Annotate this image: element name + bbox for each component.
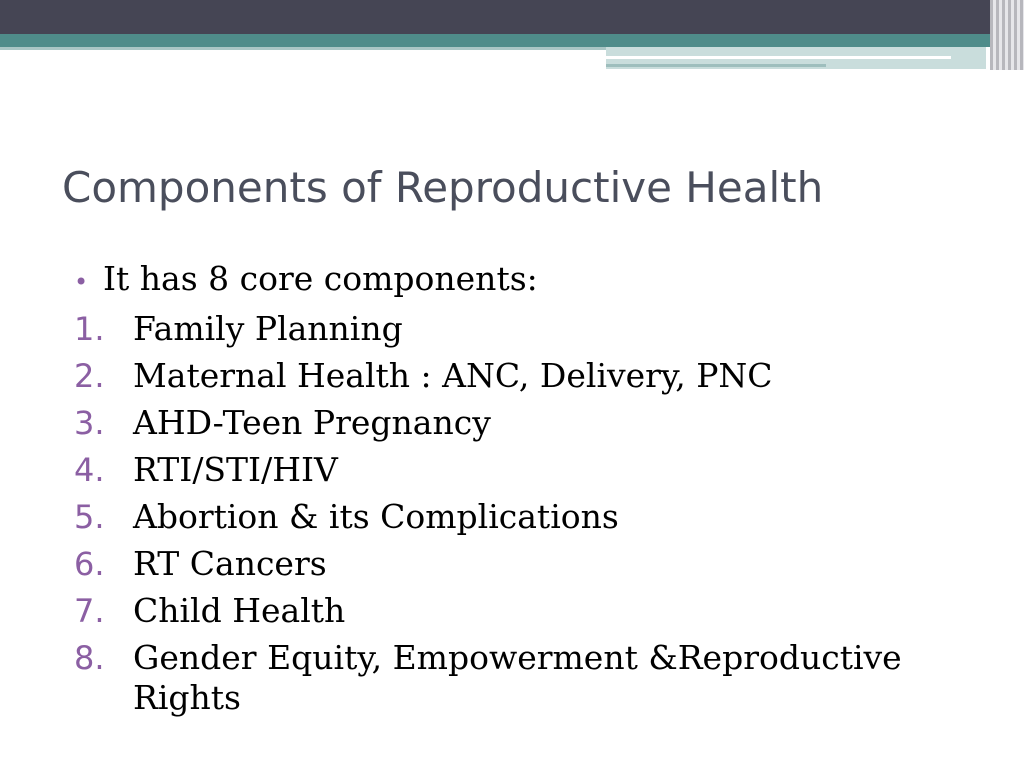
list-item [74, 306, 974, 353]
item-text: RT Cancers [133, 544, 327, 583]
item-number: 5. [74, 498, 105, 536]
bullet-icon: • [74, 268, 89, 296]
header-band-right-line [606, 56, 951, 59]
item-text: Gender Equity, Empowerment &Reproductive Rights [133, 638, 902, 717]
item-text: AHD-Teen Pregnancy [133, 403, 491, 442]
item-number: 2. [74, 357, 105, 395]
intro-text: It has 8 core components: [103, 259, 538, 298]
list-item [74, 635, 974, 718]
item-text: Child Health [133, 591, 346, 630]
item-number: 7. [74, 592, 105, 630]
item-number: 3. [74, 404, 105, 442]
header-band-dark [0, 0, 1024, 34]
list-item [74, 400, 974, 447]
item-number: 8. [74, 639, 105, 677]
header-band-teal [0, 34, 1024, 47]
item-text: RTI/STI/HIV [133, 450, 338, 489]
item-number: 4. [74, 451, 105, 489]
slide-title: Components of Reproductive Health [62, 163, 824, 212]
item-text: Family Planning [133, 309, 403, 348]
list-item [74, 541, 974, 588]
list-item [74, 353, 974, 400]
item-number: 1. [74, 310, 105, 348]
header-band-light [0, 47, 606, 50]
intro-bullet [74, 255, 974, 306]
item-text: Abortion & its Complications [133, 497, 619, 536]
list-item [74, 447, 974, 494]
item-number: 6. [74, 545, 105, 583]
list-item [74, 588, 974, 635]
slide-content [74, 255, 974, 718]
list-item [74, 494, 974, 541]
item-text: Maternal Health : ANC, Delivery, PNC [133, 356, 773, 395]
header-band-right-line-2 [606, 64, 826, 67]
header-stripes [990, 0, 1024, 70]
